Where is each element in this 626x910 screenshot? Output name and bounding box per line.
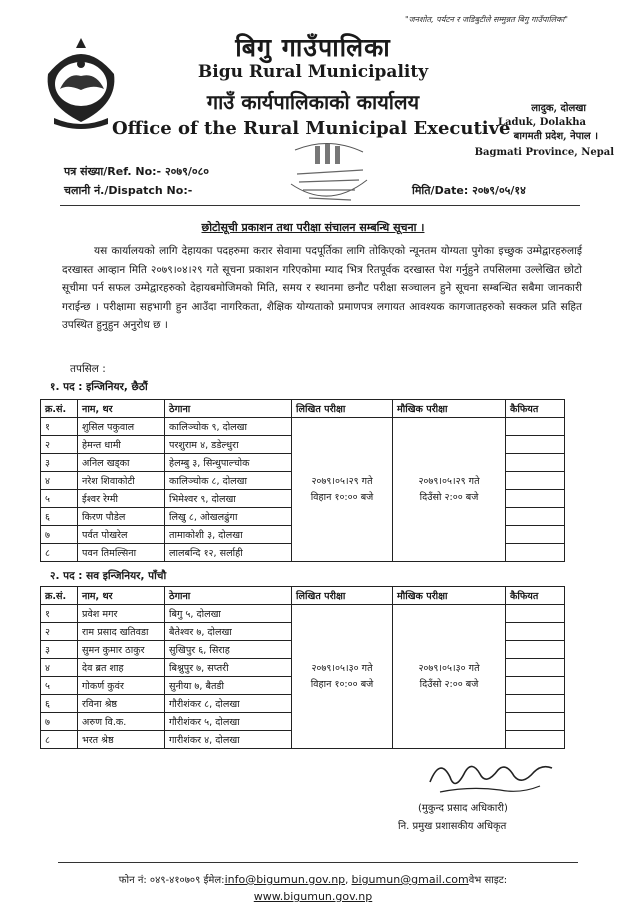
municipality-motto: "जनशोत, पर्यटन र जडिबुटीले सम्मुन्नत बिगु गाउँपालिका": [404, 15, 568, 24]
name-cell: पर्वत पोखरेल: [78, 526, 165, 544]
remarks-cell: [506, 731, 565, 749]
name-cell: किरण पौडेल: [78, 508, 165, 526]
address-cell: गौरीशंकर ८, दोलखा: [165, 695, 292, 713]
remarks-cell: [506, 623, 565, 641]
name-cell: देव ब्रत शाह: [78, 659, 165, 677]
oral-exam-schedule: २०७९।०५।३० गते दिउँसो २:०० बजे: [393, 605, 506, 749]
serial-cell: ८: [41, 544, 78, 562]
col-remarks: कैफियत: [506, 587, 565, 605]
name-cell: सुमन कुमार ठाकुर: [78, 641, 165, 659]
col-address: ठेगाना: [165, 400, 292, 418]
name-cell: शुसिल पकुवाल: [78, 418, 165, 436]
address-english-1: Laduk, Dolakha: [498, 117, 586, 128]
name-cell: गोकर्ण कुवंर: [78, 677, 165, 695]
serial-cell: २: [41, 623, 78, 641]
municipality-title-nepali: बिगु गाउँपालिका: [235, 33, 391, 62]
post-2-title: २. पद : सव इन्जिनियर, पाँचौ: [50, 570, 167, 582]
serial-cell: ७: [41, 713, 78, 731]
serial-cell: ८: [41, 731, 78, 749]
address-cell: कालिञ्चोक ९, दोलखा: [165, 418, 292, 436]
col-address: ठेगाना: [165, 587, 292, 605]
col-oral-exam: मौखिक परीक्षा: [393, 587, 506, 605]
table-row: [41, 418, 565, 436]
serial-cell: २: [41, 436, 78, 454]
name-cell: नरेश शिवाकोटी: [78, 472, 165, 490]
address-cell: सुखिपुर ६, सिराह: [165, 641, 292, 659]
address-cell: गौरीशंकर ५, दोलखा: [165, 713, 292, 731]
col-remarks: कैफियत: [506, 400, 565, 418]
header-divider: [60, 205, 580, 206]
office-title-nepali: गाउँ कार्यपालिकाको कार्यालय: [206, 90, 420, 114]
serial-cell: ५: [41, 677, 78, 695]
serial-cell: ३: [41, 641, 78, 659]
footer-phone: फोन नं: ०४९-४१०७०९ ईमेल:: [118, 875, 225, 886]
address-nepali-2: बागमती प्रदेश, नेपाल ।: [513, 131, 598, 142]
notice-body: यस कार्यालयको लागि देहायका पदहरुमा करार सेवामा पदपूर्तिका लागि तोकिएको न्यूनतम योग्यता पुगेका इच्छुक उम्मेद्वारहरुलाई दरखास्त आव्हान मिति २०७९।०४।२९ गते सूचना प्रकाशन गरिएकोमा म्याद भित्र रितपूर्वक दरखास्त पेश गर्नुहुने तपसिलमा उल्लेखित छोटो सूचीमा पर्न सफल उम्मेद्वारहरुको देहायबमोजिमको मिति, समय र स्थानमा छनौट परीक्षा सञ्चालन हुने सूचना सम्बन्धित सबैमा जानकारी गराईन्छ । परीक्षामा सहभागी हुन आउँदा नागरिकता, शैक्षिक योग्यताको प्रमाणपत्र लगायत आवश्यक कागजातहरुको सक्कल प्रति सहित उपस्थित हुनुहुन अनुरोध छ ।: [62, 245, 582, 332]
col-name: नाम, थर: [78, 587, 165, 605]
remarks-cell: [506, 472, 565, 490]
address-cell: सुनीया ७, बैतडी: [165, 677, 292, 695]
post-1-title: १. पद : इन्जिनियर, छैठौं: [50, 381, 148, 393]
office-stamp: [285, 140, 373, 220]
name-cell: रविना श्रेष्ठ: [78, 695, 165, 713]
name-cell: अरुण वि.क.: [78, 713, 165, 731]
remarks-cell: [506, 508, 565, 526]
written-exam-schedule: २०७९।०५।२९ गते विहान १०:०० बजे: [292, 418, 393, 562]
footer-contact: [0, 872, 626, 886]
name-cell: प्रवेश मगर: [78, 605, 165, 623]
dispatch-number: चलानी नं./Dispatch No:-: [64, 184, 193, 197]
serial-cell: ६: [41, 695, 78, 713]
name-cell: अनिल खड्का: [78, 454, 165, 472]
address-cell: हेलम्बु ३, सिन्धुपाल्चोक: [165, 454, 292, 472]
col-name: नाम, थर: [78, 400, 165, 418]
name-cell: हेमन्त धामी: [78, 436, 165, 454]
col-serial: क्र.सं.: [41, 400, 78, 418]
col-written-exam: लिखित परीक्षा: [292, 400, 393, 418]
address-cell: परशुराम ४, डडेल्धुरा: [165, 436, 292, 454]
address-nepali-1: लादुक, दोलखा: [531, 103, 586, 114]
municipality-title-english: Bigu Rural Municipality: [197, 62, 429, 82]
written-exam-schedule: २०७९।०५।३० गते विहान १०:०० बजे: [292, 605, 393, 749]
name-cell: भरत श्रेष्ठ: [78, 731, 165, 749]
remarks-cell: [506, 490, 565, 508]
footer-email-gmail[interactable]: bigumun@gmail.com: [351, 873, 469, 886]
address-cell: गारीशंकर ४, दोलखा: [165, 731, 292, 749]
address-cell: बैतेश्वर ७, दोलखा: [165, 623, 292, 641]
office-title-english: Office of the Rural Municipal Executive: [112, 118, 511, 139]
serial-cell: ४: [41, 472, 78, 490]
remarks-cell: [506, 526, 565, 544]
footer-website-link[interactable]: www.bigumun.gov.np: [253, 890, 373, 903]
footer-separator: ,: [345, 875, 352, 886]
remarks-cell: [506, 677, 565, 695]
col-written-exam: लिखित परीक्षा: [292, 587, 393, 605]
remarks-cell: [506, 605, 565, 623]
remarks-cell: [506, 659, 565, 677]
address-cell: लिखु ८, ओखलढुंगा: [165, 508, 292, 526]
notice-subject: छोटोसूची प्रकाशन तथा परीक्षा संचालन सम्बन्धि सूचना ।: [201, 221, 425, 234]
address-cell: कालिञ्चोक ८, दोलखा: [165, 472, 292, 490]
remarks-cell: [506, 695, 565, 713]
serial-cell: ४: [41, 659, 78, 677]
address-cell: भिमेश्वर ९, दोलखा: [165, 490, 292, 508]
address-english-2: Bagmati Province, Nepal: [474, 147, 614, 158]
address-cell: बिगु ५, दोलखा: [165, 605, 292, 623]
table-row: [41, 605, 565, 623]
letter-date: मिति/Date: २०७९/०५/१४: [412, 184, 526, 197]
post-2-candidates-table: [40, 586, 565, 749]
footer-web-label: वेभ साइट:: [468, 875, 508, 886]
address-cell: तामाकोशी ३, दोलखा: [165, 526, 292, 544]
serial-cell: १: [41, 605, 78, 623]
footer-divider: [58, 862, 578, 863]
remarks-cell: [506, 454, 565, 472]
remarks-cell: [506, 713, 565, 731]
reference-number: पत्र संख्या/Ref. No:- २०७९/०८०: [64, 165, 210, 178]
details-label: तपसिल :: [70, 363, 106, 375]
post-1-candidates-table: [40, 399, 565, 562]
signatory-title: नि. प्रमुख प्रशासकीय अधिकृत: [398, 821, 507, 832]
name-cell: राम प्रसाद खतिवडा: [78, 623, 165, 641]
serial-cell: ३: [41, 454, 78, 472]
serial-cell: १: [41, 418, 78, 436]
signatory-name: (मुकुन्द प्रसाद अधिकारी): [418, 803, 508, 814]
name-cell: पवन तिमल्सिना: [78, 544, 165, 562]
footer-email-info[interactable]: info@bigumun.gov.np: [224, 873, 346, 886]
col-serial: क्र.सं.: [41, 587, 78, 605]
address-cell: बिश्नुपुर ७, सप्तरी: [165, 659, 292, 677]
remarks-cell: [506, 418, 565, 436]
col-oral-exam: मौखिक परीक्षा: [393, 400, 506, 418]
name-cell: ईश्वर रेग्मी: [78, 490, 165, 508]
address-cell: लालबन्दि १२, सर्लाही: [165, 544, 292, 562]
remarks-cell: [506, 641, 565, 659]
serial-cell: ६: [41, 508, 78, 526]
serial-cell: ७: [41, 526, 78, 544]
serial-cell: ५: [41, 490, 78, 508]
remarks-cell: [506, 544, 565, 562]
remarks-cell: [506, 436, 565, 454]
oral-exam-schedule: २०७९।०५।२९ गते दिउँसो २:०० बजे: [393, 418, 506, 562]
